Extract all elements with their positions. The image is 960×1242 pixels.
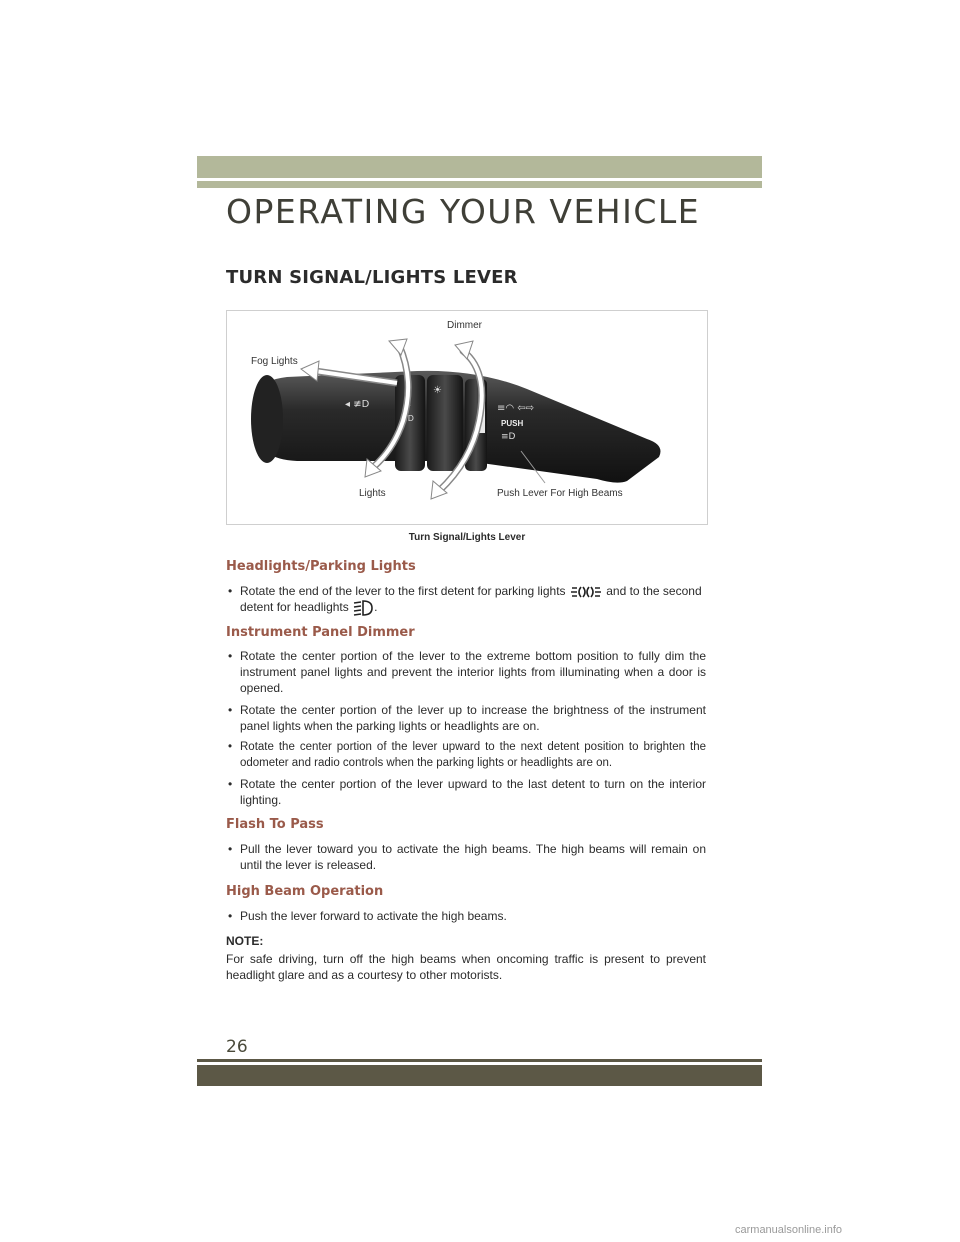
headlights-bullet: • Rotate the end of the lever to the first detent for parking lights and to the second detent for headlights . xyxy=(228,584,702,614)
dimmer-bullet-2: • Rotate the center portion of the lever up to increase the brightness of the instrument panel lights when the parking lights or headlights are on. xyxy=(228,703,706,733)
header-rule xyxy=(197,181,762,188)
flash-symbol: ≡◠ ⇦⇨ xyxy=(497,403,535,414)
headlights-icon xyxy=(352,600,374,616)
footer-band xyxy=(197,1065,762,1086)
push-text: PUSH xyxy=(501,419,524,428)
headlights-heading: Headlights/Parking Lights xyxy=(226,559,416,574)
footer-rule xyxy=(197,1059,762,1062)
flash-heading: Flash To Pass xyxy=(226,817,324,832)
lever-illustration xyxy=(227,311,707,524)
page-number: 26 xyxy=(226,1037,248,1057)
chapter-title: OPERATING YOUR VEHICLE xyxy=(226,192,701,231)
label-fog-lights: Fog Lights xyxy=(251,356,298,367)
bullet-marker: • xyxy=(228,584,233,598)
watermark: carmanualsonline.info xyxy=(735,1224,843,1236)
label-push-lever: Push Lever For High Beams xyxy=(497,488,623,499)
dimmer-bullet-1: • Rotate the center portion of the lever to the extreme bottom position to fully dim the instrument panel lights and prevent the interior lights from illuminating when a door is opened. xyxy=(228,649,706,695)
highbeam-symbol: ≡D xyxy=(501,432,516,442)
parking-symbol: ☼ xyxy=(403,402,412,412)
sun-symbol: ☀ xyxy=(433,385,442,396)
off-symbol: o xyxy=(405,385,412,396)
flash-bullet: • Pull the lever toward you to activate the high beams. The high beams will remain on until the lever is released. xyxy=(228,842,706,872)
note-heading: NOTE: xyxy=(226,934,264,948)
label-dimmer: Dimmer xyxy=(447,320,482,331)
headlight-symbol: ≡D xyxy=(401,414,414,423)
highbeam-heading: High Beam Operation xyxy=(226,884,384,899)
fog-symbol: ◂ ≢D xyxy=(345,399,370,410)
lever-figure xyxy=(226,310,708,525)
lever-end-cap xyxy=(251,375,283,463)
dimmer-bullet-4: • Rotate the center portion of the lever upward to the last detent to turn on the interior lighting. xyxy=(228,777,706,807)
dimmer-heading: Instrument Panel Dimmer xyxy=(226,625,415,640)
note-body: For safe driving, turn off the high beams when oncoming traffic is present to prevent headlight glare and as a courtesy to other motorists. xyxy=(226,952,706,982)
label-lights: Lights xyxy=(359,488,386,499)
dimmer-bullet-3: • Rotate the center portion of the lever upward to the next detent position to brighten the odometer and radio controls when the parking lights or headlights are on. xyxy=(228,741,706,769)
section-title: TURN SIGNAL/LIGHTS LEVER xyxy=(226,267,518,288)
header-band xyxy=(197,156,762,178)
figure-caption: Turn Signal/Lights Lever xyxy=(408,532,526,543)
parking-lights-icon xyxy=(569,585,603,599)
highbeam-bullet: • Push the lever forward to activate the high beams. xyxy=(228,909,507,923)
